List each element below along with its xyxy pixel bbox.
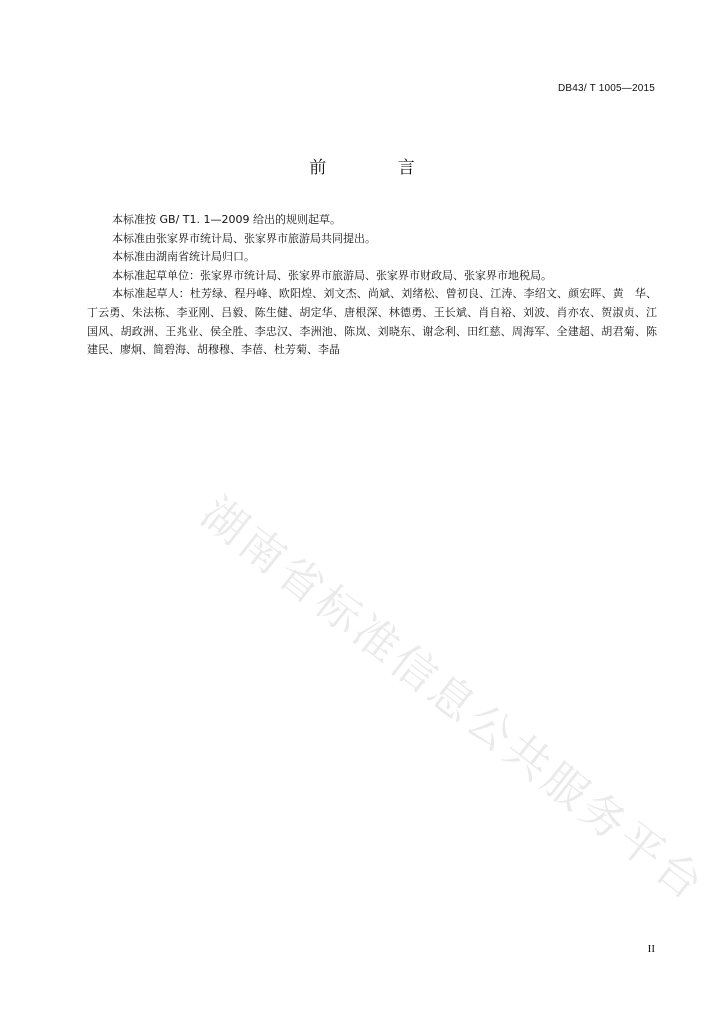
page-title: 前 言 — [309, 158, 448, 178]
drafting-units-paragraph: 本标准起草单位：张家界市统计局、张家界市旅游局、张家界市财政局、张家界市地税局。 — [112, 268, 552, 282]
watermark: 湖南省标准信息公共服务平台 — [191, 487, 715, 912]
page-number: II — [647, 943, 655, 955]
proposed-by-paragraph: 本标准由张家界市统计局、张家界市旅游局共同提出。 — [112, 231, 376, 245]
foreword-body — [87, 211, 657, 360]
managed-by-paragraph: 本标准由湖南省统计局归口。 — [112, 250, 255, 264]
standard-code: DB43/ T 1005—2015 — [558, 83, 655, 94]
basis-paragraph: 本标准按 GB/ T1. 1—2009 给出的规则起草。 — [112, 213, 341, 226]
drafters-paragraph: 本标准起草人：杜芳绿、程丹峰、欧阳煌、刘文杰、尚斌、刘绪松、曾初良、江涛、李绍文、颜宏晖、黄 华、丁云勇、朱法栋、李亚刚、吕毅、陈生健、胡定华、唐根深、林德勇、王长斌、肖自裕、刘波、肖亦农、贺淑贞、江国风、胡政洲、王兆业、侯全胜、李忠汉、李洲池、陈岚、刘晓东、谢念利、田红慈、周海军、全建超、胡君菊、陈建民、廖炯、简碧海、胡穆穆、李蓓、杜芳菊、李晶 — [87, 287, 657, 357]
